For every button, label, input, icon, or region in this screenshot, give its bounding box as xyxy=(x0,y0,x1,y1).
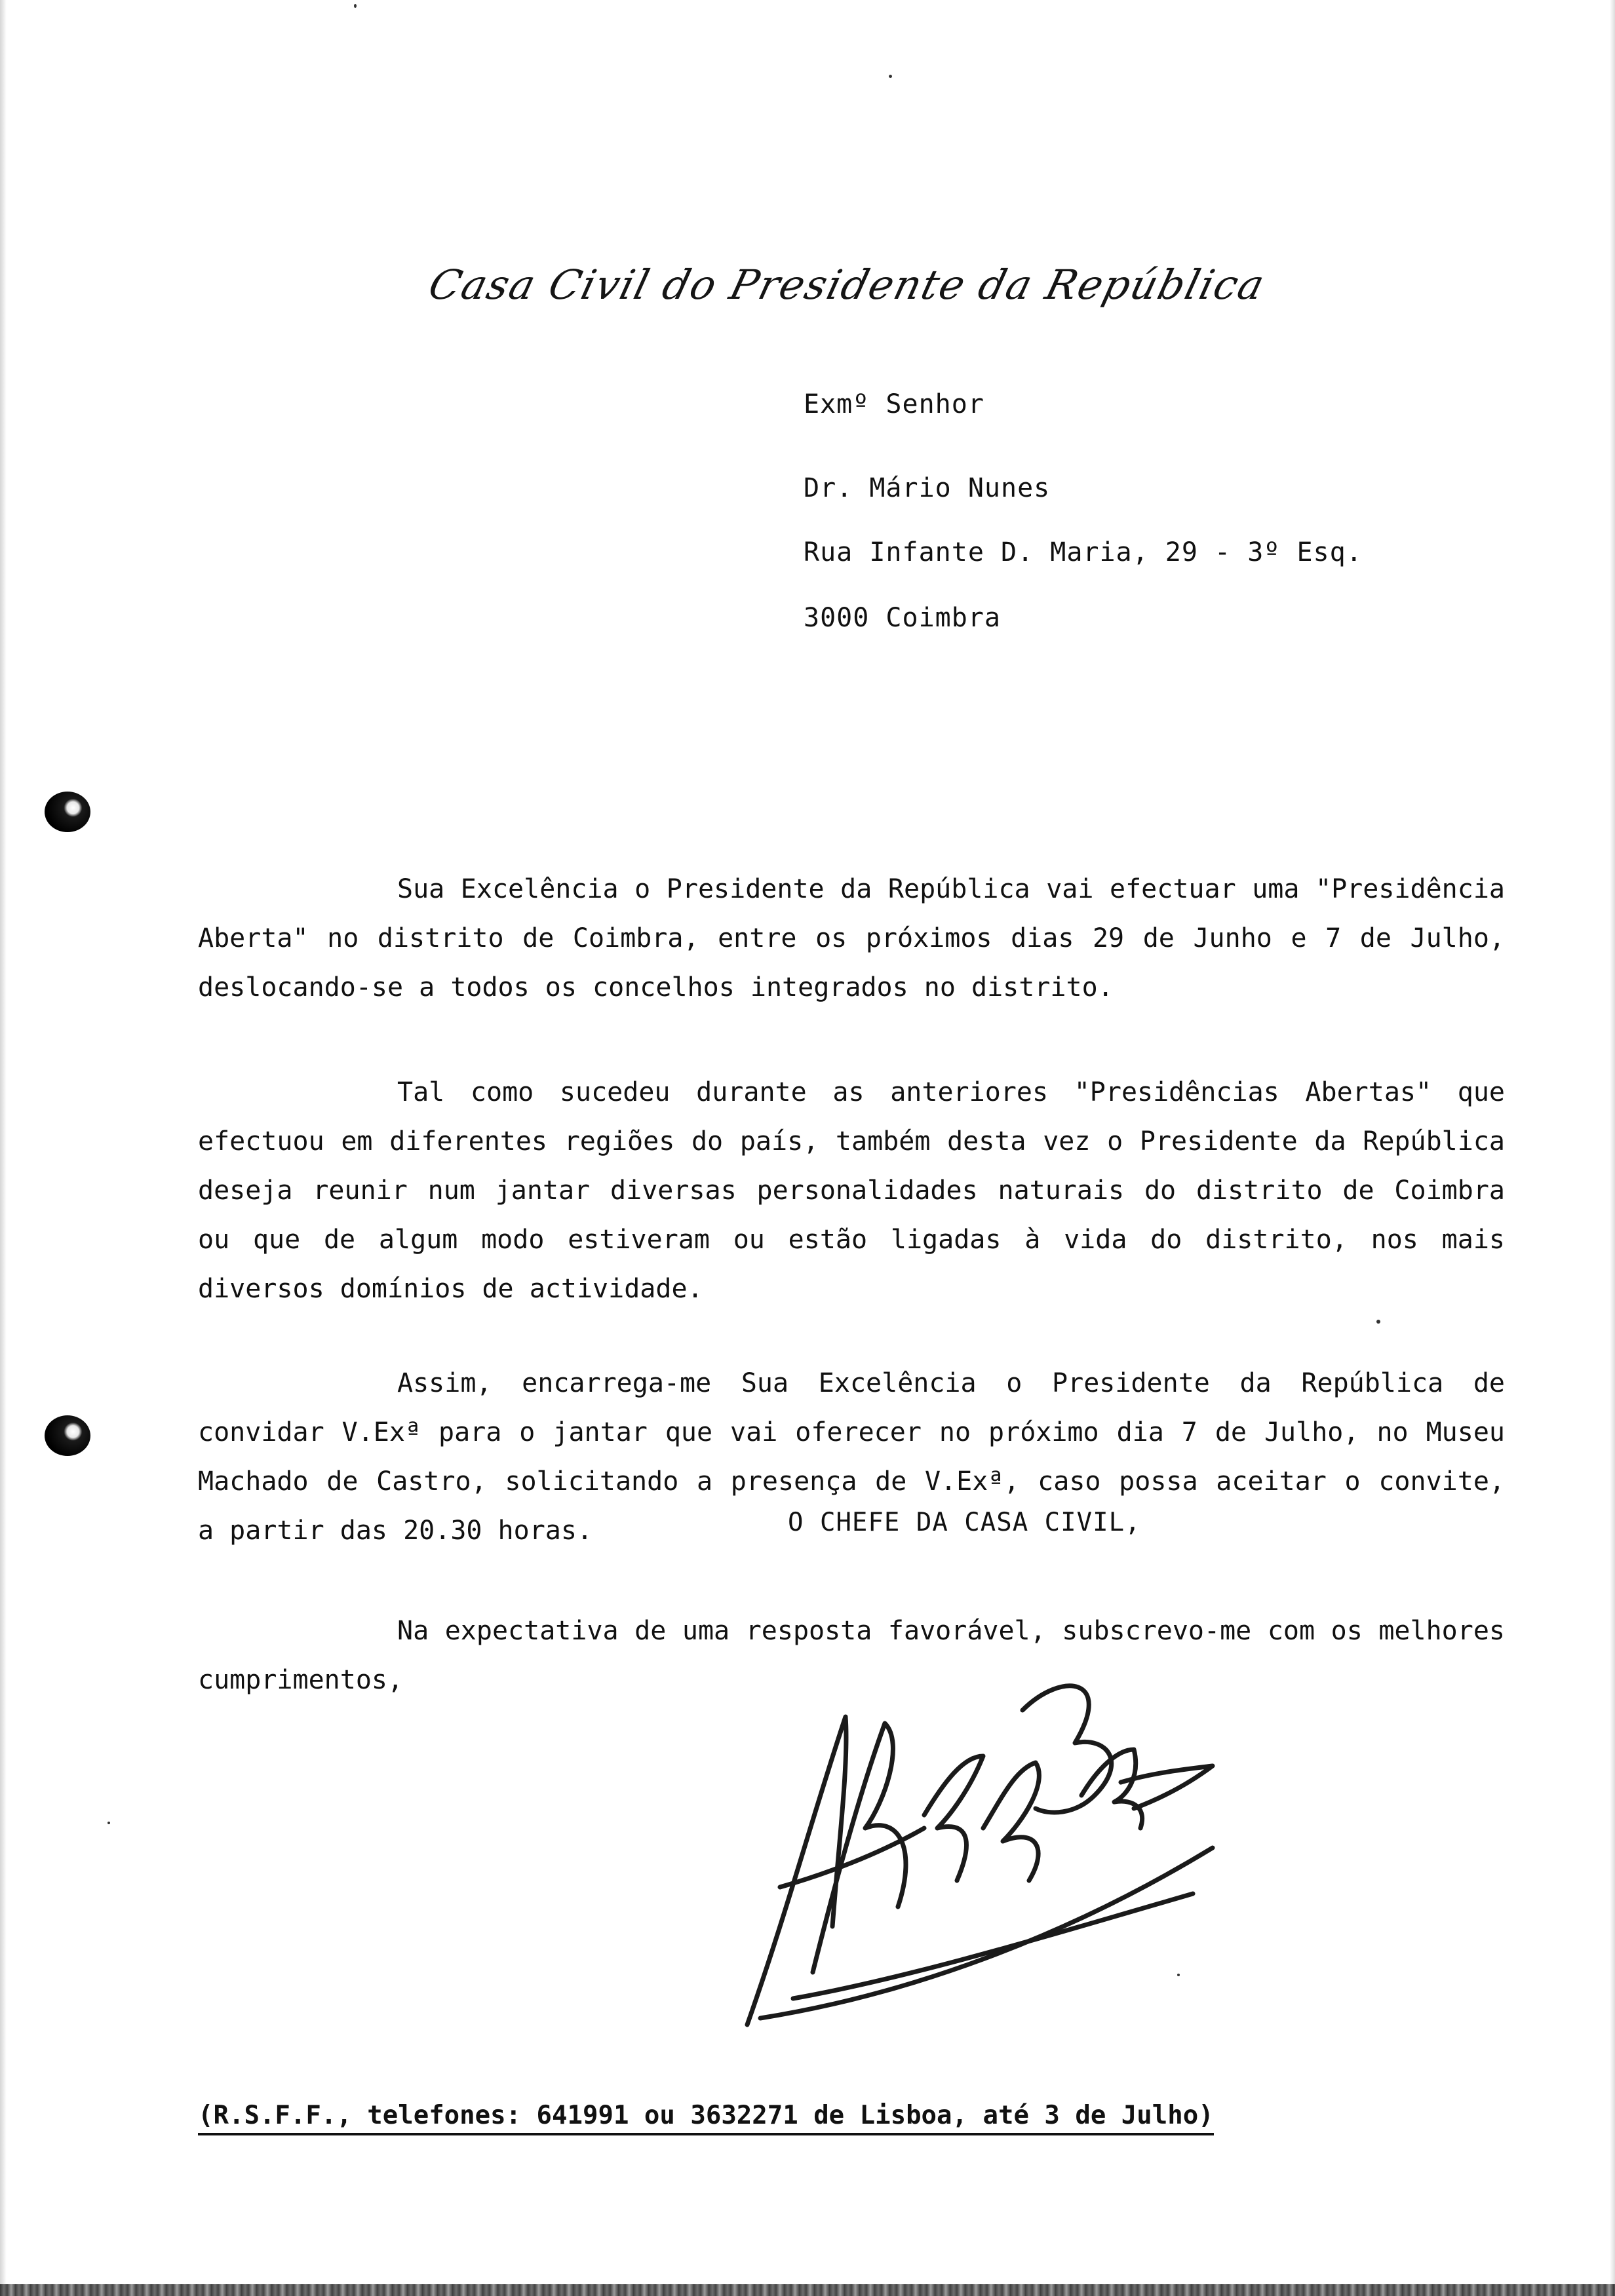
punch-hole-top xyxy=(45,792,90,832)
punch-hole-bottom xyxy=(45,1415,90,1456)
body-paragraph-4: Na expectativa de uma resposta favorável, subscrevo-me com os melhores cumprimentos, xyxy=(198,1616,1505,1695)
body-paragraph-3: Assim, encarrega-me Sua Excelência o Presidente da República de convidar V.Exª para o jantar que vai oferecer no próximo dia 7 de Julho, no Museu Machado de Castro, solicitando a presença de V.Exª, caso possa aceitar o convite, a partir das 20.30 horas. xyxy=(198,1368,1505,1546)
recipient-street: Rua Infante D. Maria, 29 - 3º Esq. xyxy=(804,537,1363,567)
page-edge-left xyxy=(0,0,7,2296)
body-paragraph-2: Tal como sucedeu durante as anteriores "Presidências Abertas" que efectuou em diferentes regiões do país, também desta vez o Presidente da República deseja reunir num jantar diversas personalidades naturais do distrito de Coimbra ou que de algum modo estiveram ou estão ligadas à vida do distrito, nos mais diversos domínios de actividade. xyxy=(198,1077,1505,1304)
footer-rsvp-note: (R.S.F.F., telefones: 641991 ou 3632271 de Lisboa, até 3 de Julho) xyxy=(198,2101,1214,2135)
letterhead xyxy=(0,261,1615,309)
recipient-salutation: Exmº Senhor xyxy=(804,389,984,419)
scan-artifact-strip xyxy=(0,2284,1615,2296)
scan-speck xyxy=(889,75,892,78)
recipient-name: Dr. Mário Nunes xyxy=(804,473,1051,503)
scan-speck xyxy=(1376,1320,1380,1324)
scan-speck xyxy=(354,4,357,8)
page-edge-right xyxy=(1610,0,1615,2296)
letterhead-text: Casa Civil do Presidente da República xyxy=(423,261,1270,309)
handwritten-signature xyxy=(708,1632,1219,2051)
recipient-city: 3000 Coimbra xyxy=(804,603,1001,633)
body-paragraph-1: Sua Excelência o Presidente da República vai efectuar uma "Presidência Aberta" no distrito de Coimbra, entre os próximos dias 29 de Junho e 7 de Julho, deslocando-se a todos os concelhos integrados no distrito. xyxy=(198,874,1505,1003)
closing-title: O CHEFE DA CASA CIVIL, xyxy=(788,1508,1141,1537)
scan-speck xyxy=(107,1822,110,1824)
